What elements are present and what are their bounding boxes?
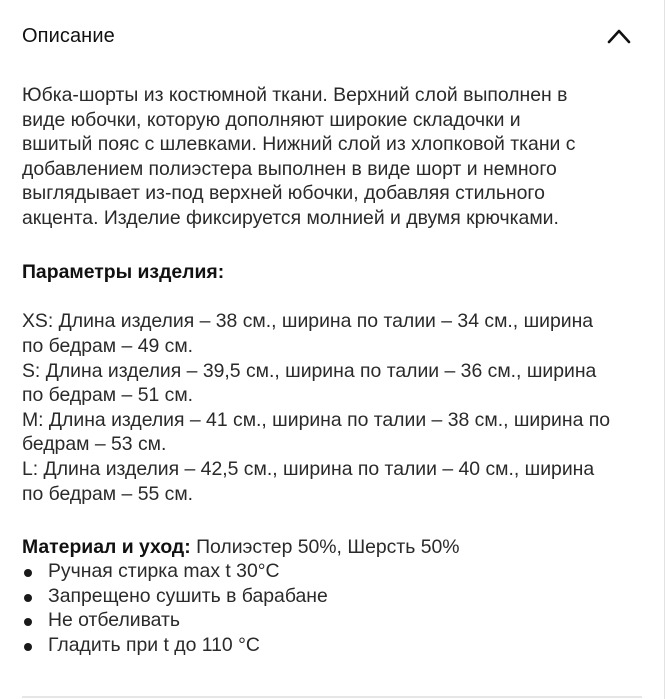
description-line: акцента. Изделие фиксируется молнией и двумя крючками. <box>22 206 559 229</box>
description-line: Юбка-шорты из костюмной ткани. Верхний слой выполнен в <box>22 84 568 106</box>
chevron-up-icon[interactable] <box>604 21 634 51</box>
description-line: виде юбочки, которую дополняют широкие складочки и <box>22 108 521 131</box>
size-row-s-cont: по бедрам – 51 см. <box>22 384 194 407</box>
size-list <box>22 309 652 506</box>
section-title: Описание <box>22 24 115 47</box>
params-heading: Параметры изделия: <box>22 261 225 284</box>
size-row-l: L: Длина изделия – 42,5 см., ширина по талии – 40 см., ширина <box>22 457 595 480</box>
description-line: выглядывает из-под верхней юбочки, добавляя стильного <box>22 182 545 205</box>
size-row-l-cont: по бедрам – 55 см. <box>22 482 194 505</box>
care-list <box>22 559 652 657</box>
care-item: Не отбеливать <box>22 608 652 633</box>
size-row-xs-cont: по бедрам – 49 см. <box>22 334 194 357</box>
material-line <box>22 535 652 560</box>
size-row-s: S: Длина изделия – 39,5 см., ширина по талии – 36 см., ширина <box>22 359 597 382</box>
material-value: Полиэстер 50%, Шерсть 50% <box>190 535 460 558</box>
size-row-xs: XS: Длина изделия – 38 см., ширина по талии – 34 см., ширина <box>22 310 594 333</box>
section-divider <box>22 696 642 698</box>
description-line: добавлением полиэстера выполнен в виде шорт и немного <box>22 157 557 180</box>
panel-edge <box>664 0 665 699</box>
size-row-m: M: Длина изделия – 41 см., ширина по талии – 38 см., ширина по <box>22 408 611 431</box>
description-content <box>22 83 652 658</box>
description-text <box>22 83 652 231</box>
care-item: Гладить при t до 110 °C <box>22 633 652 658</box>
description-line: вшитый пояс с шлевками. Нижний слой из хлопковой ткани с <box>22 133 576 156</box>
care-item: Запрещено сушить в барабане <box>22 584 652 609</box>
care-item: Ручная стирка max t 30°C <box>22 559 652 584</box>
section-header[interactable] <box>22 20 642 52</box>
material-label: Материал и уход: <box>22 535 191 558</box>
size-row-m-cont: бедрам – 53 см. <box>22 433 167 456</box>
